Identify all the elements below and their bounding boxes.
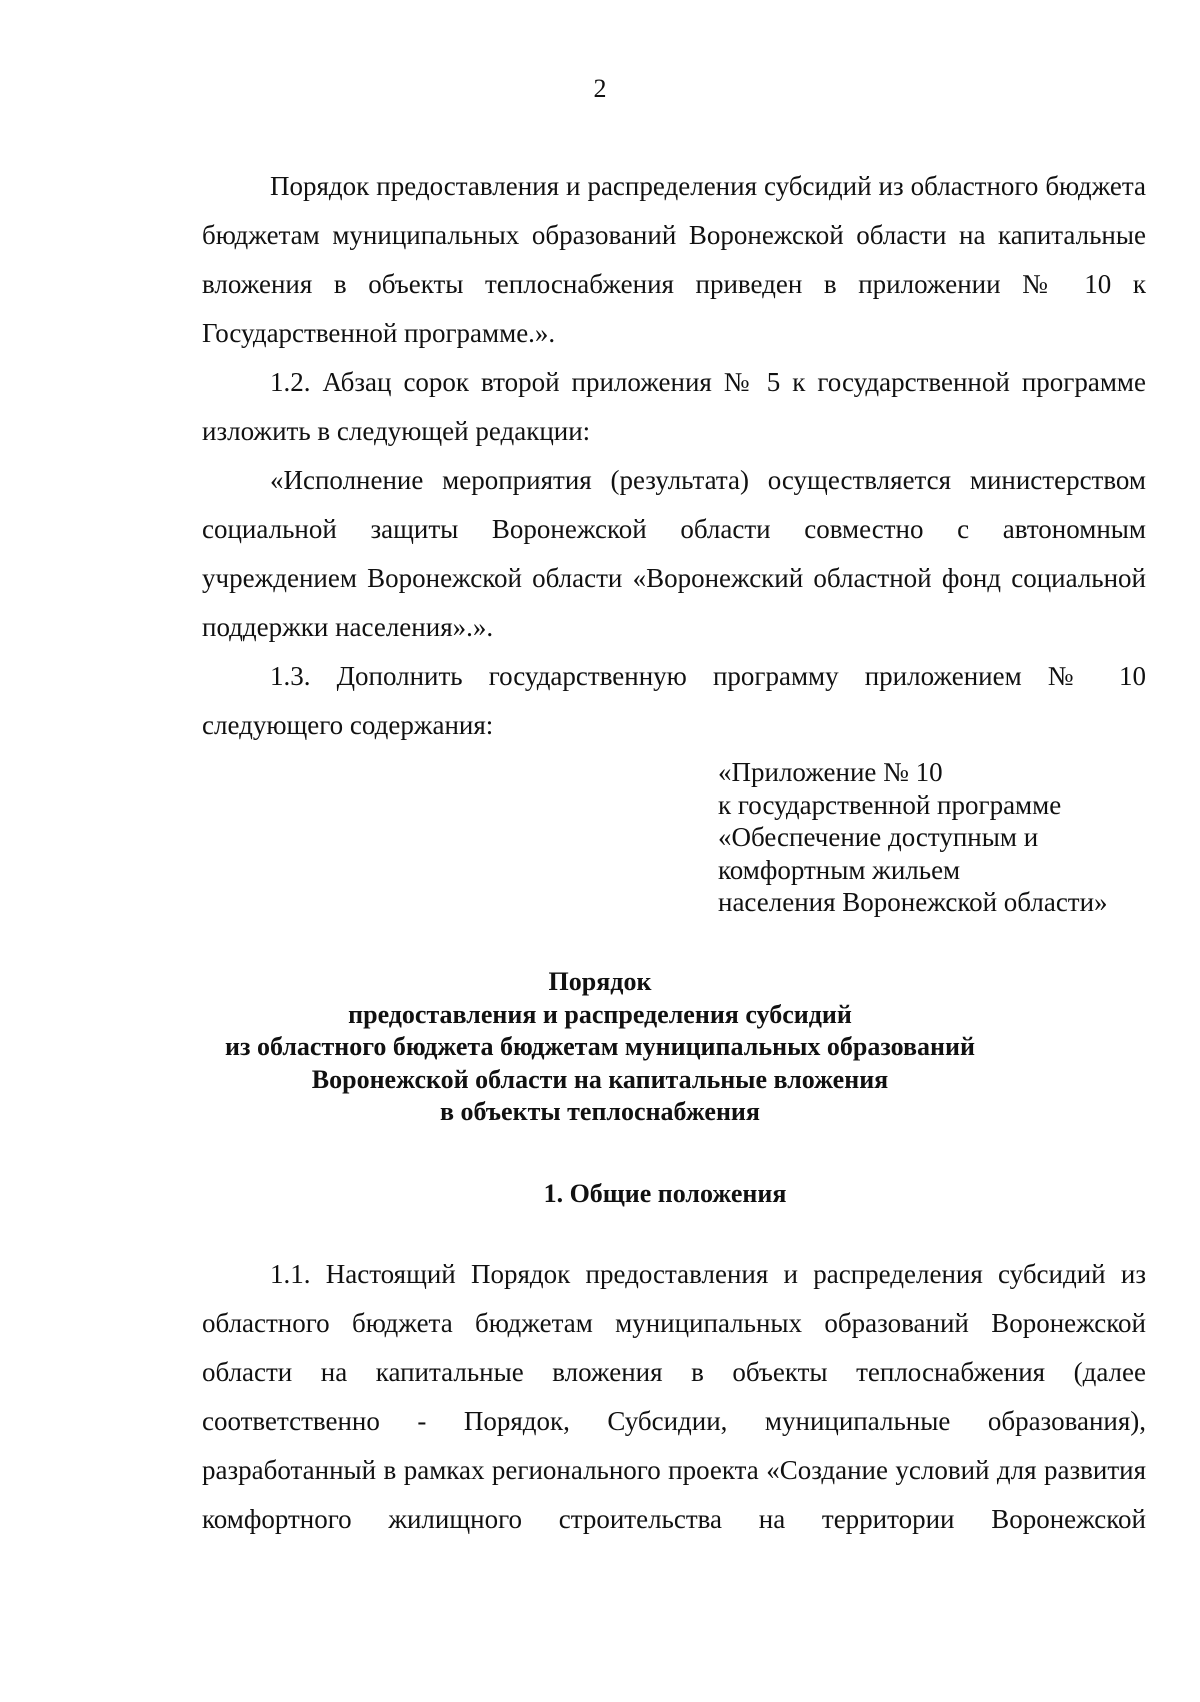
appendix-heading-block [718,756,1158,919]
title-line: Порядок [548,967,652,996]
paragraph-subsidy-order-reference: Порядок предоставления и распределения субсидий из областного бюджета бюджетам муниципальных образований Воронежской области на капитальные вложения в объекты теплоснабжения приведен в приложении № 10 к Государственной программе.». [202,171,1146,348]
page-number: 2 [593,74,607,103]
appendix-line: населения Воронежской области» [718,887,1108,917]
section-heading: 1. Общие положения [543,1179,787,1208]
title-line: Воронежской области на капитальные вложения [311,1064,889,1094]
body-text-top [202,162,1146,750]
appendix-line: комфортным жильем [718,854,961,885]
paragraph-new-wording: «Исполнение мероприятия (результата) осуществляется министерством социальной защиты Воронежской области совместно с автономным учреждением Воронежской области «Воронежский областной фонд социальной поддержки населения».». [202,465,1146,642]
body-text-bottom [202,1250,1146,1544]
appendix-line: «Обеспечение доступным и [718,822,1039,852]
title-line: предоставления и распределения субсидий [348,999,852,1029]
appendix-line: «Приложение № 10 [718,757,943,787]
title-line: в объекты теплоснабжения [440,1097,760,1126]
paragraph-1-1: 1.1. Настоящий Порядок предоставления и распределения субсидий из областного бюджета бюджетам муниципальных образований Воронежской области на капитальные вложения в объекты теплоснабжения (далее соответственно - Порядок, Субсидии, муниципальные образования), разработанный в рамках регионального проекта «Создание условий для развития комфортного жилищного строительства на территории Воронежской [202,1259,1146,1534]
paragraph-1-2: 1.2. Абзац сорок второй приложения № 5 к государственной программе изложить в следующей редакции: [202,367,1146,446]
paragraph-1-3: 1.3. Дополнить государственную программу приложением № 10 следующего содержания: [202,661,1146,740]
title-line: из областного бюджета бюджетам муниципальных образований [225,1032,975,1061]
document-title [0,966,1200,1129]
appendix-line: к государственной программе [718,789,1062,820]
